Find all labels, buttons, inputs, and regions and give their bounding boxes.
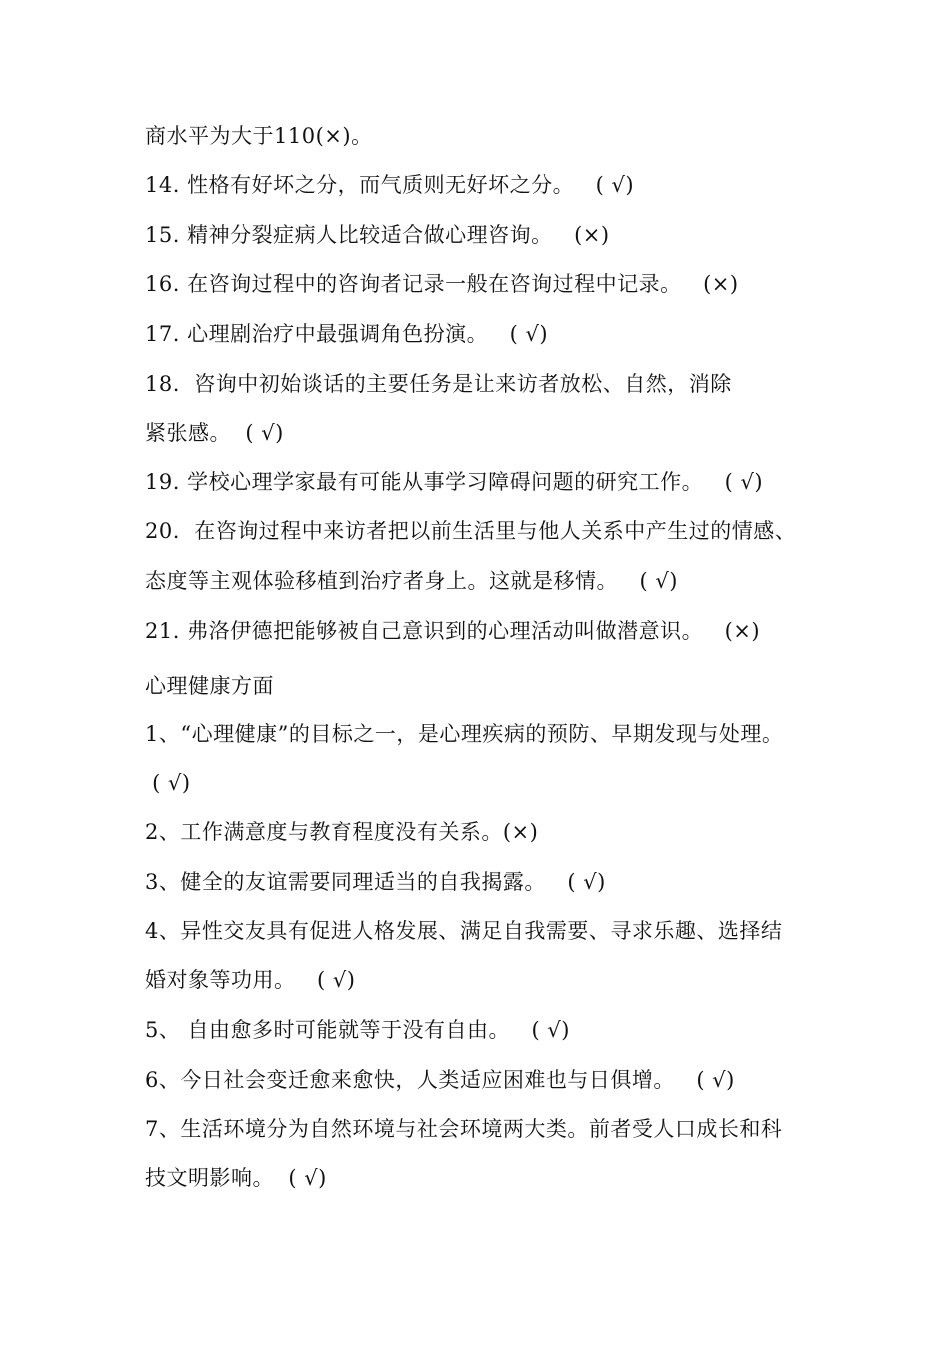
text-line: ( √): [145, 771, 191, 795]
text-line: 2、工作满意度与教育程度没有关系。(×): [145, 820, 539, 844]
text-line: 21. 弗洛伊德把能够被自己意识到的心理活动叫做潜意识。 (×): [145, 619, 761, 643]
text-line: 商水平为大于110(×)。: [145, 124, 373, 148]
text-line: 18. 咨询中初始谈话的主要任务是让来访者放松、自然，消除: [145, 372, 732, 396]
text-line: 3、健全的友谊需要同理适当的自我揭露。 ( √): [145, 870, 606, 894]
text-line: 1、“心理健康”的目标之一，是心理疾病的预防、早期发现与处理。: [145, 722, 784, 746]
section-heading: 心理健康方面: [145, 674, 274, 698]
text-line: 20. 在咨询过程中来访者把以前生活里与他人关系中产生过的情感、: [145, 519, 797, 543]
text-line: 态度等主观体验移植到治疗者身上。这就是移情。 ( √): [145, 569, 678, 593]
text-line: 15. 精神分裂症病人比较适合做心理咨询。 (×): [145, 223, 610, 247]
text-line: 婚对象等功用。 ( √): [145, 968, 356, 992]
text-line: 5、 自由愈多时可能就等于没有自由。 ( √): [145, 1018, 571, 1042]
text-line: 14. 性格有好坏之分，而气质则无好坏之分。 ( √): [145, 173, 635, 197]
text-line: 4、异性交友具有促进人格发展、满足自我需要、寻求乐趣、选择结: [145, 919, 783, 943]
text-line: 16. 在咨询过程中的咨询者记录一般在咨询过程中记录。 (×): [145, 272, 739, 296]
text-line: 7、生活环境分为自然环境与社会环境两大类。前者受人口成长和科: [145, 1117, 783, 1141]
text-line: 技文明影响。 ( √): [145, 1166, 327, 1190]
text-line: 19. 学校心理学家最有可能从事学习障碍问题的研究工作。 ( √): [145, 470, 764, 494]
text-line: 17. 心理剧治疗中最强调角色扮演。 ( √): [145, 322, 549, 346]
text-line: 6、今日社会变迁愈来愈快，人类适应困难也与日俱增。 ( √): [145, 1068, 735, 1092]
text-line: 紧张感。 ( √): [145, 421, 284, 445]
